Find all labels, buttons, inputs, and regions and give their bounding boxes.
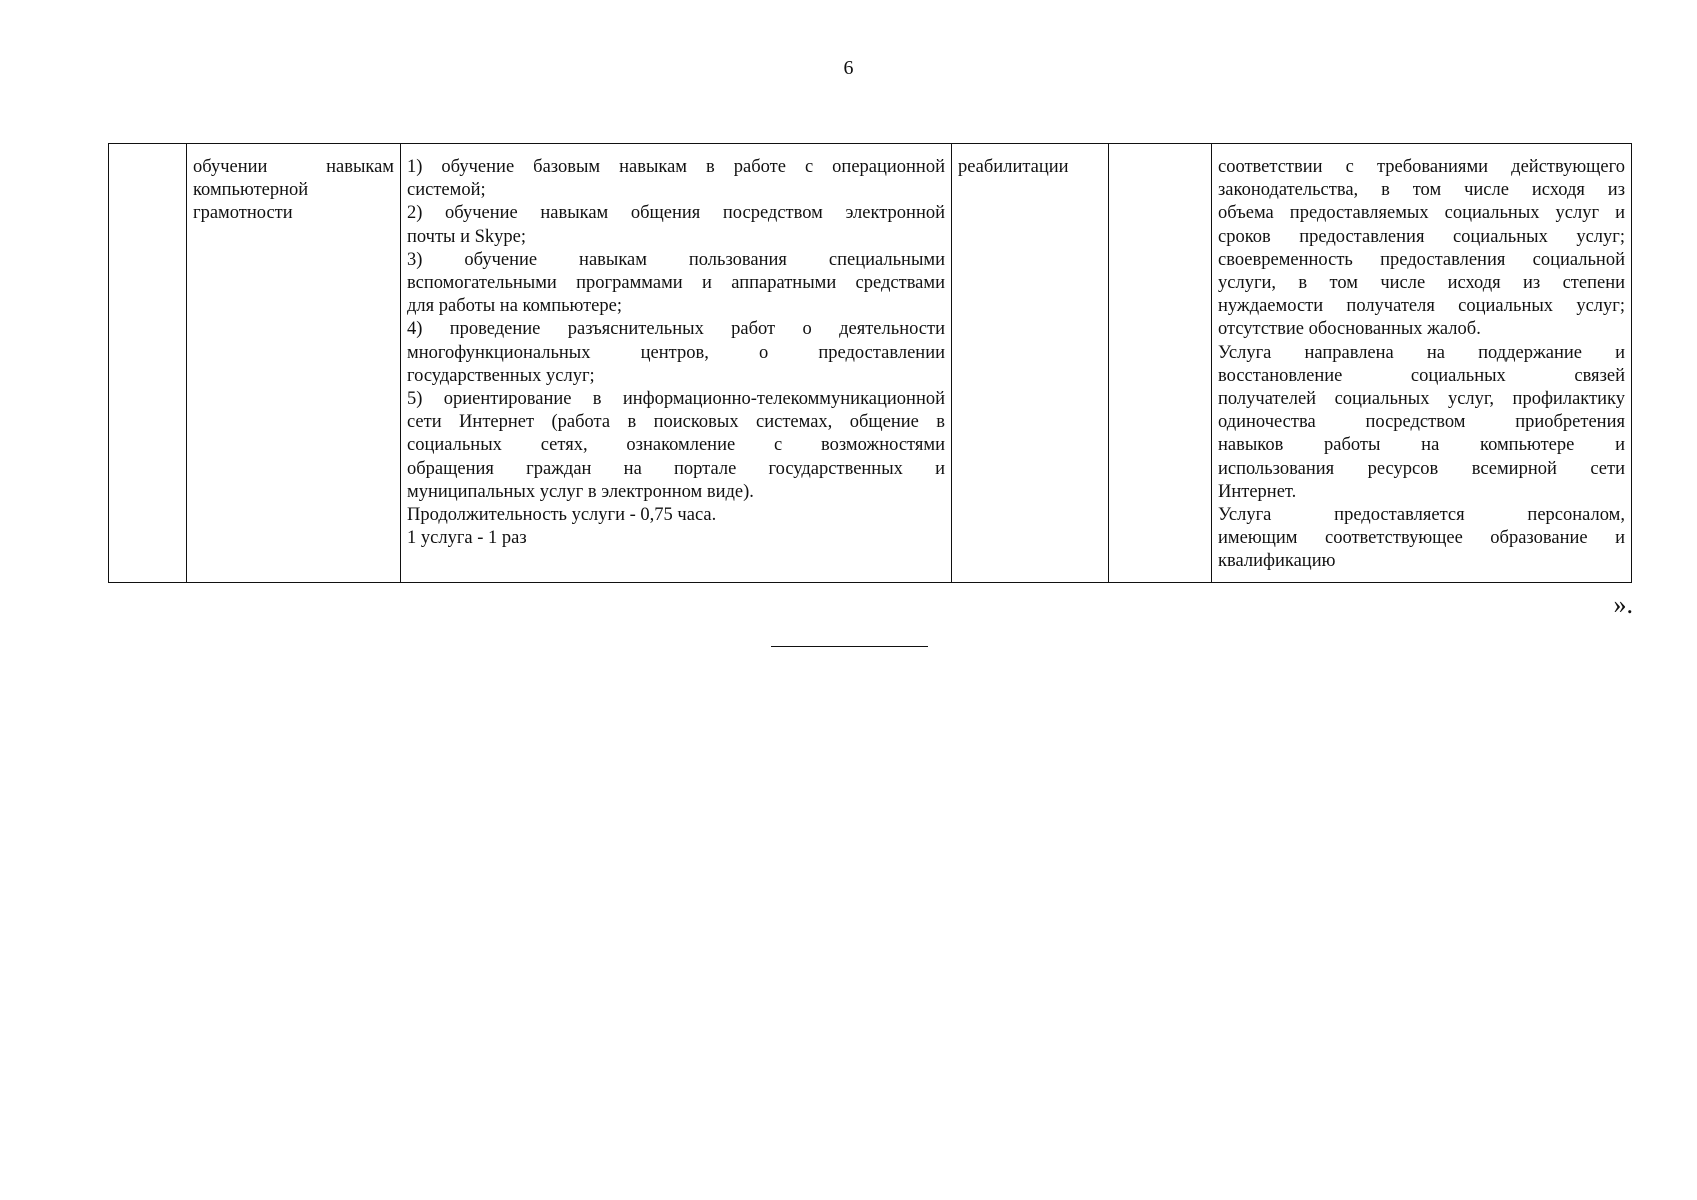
cell-service-name [187,144,401,583]
service-table [108,143,1632,583]
text-line: Услуга направлена на поддержание и [1218,342,1625,363]
text-line: восстановление социальных связей [1218,365,1625,386]
text-line: нуждаемости получателя социальных услуг; [1218,296,1625,317]
table-row [109,144,1632,583]
cell-service-type: реабилитации [952,144,1109,583]
text-line: муниципальных услуг в электронном виде). [407,481,754,502]
text-line: социальных сетях, ознакомление с возможностями [407,435,945,456]
text-line: отсутствие обоснованных жалоб. [1218,319,1481,340]
text-line: 3) обучение навыкам пользования специальными [407,249,945,270]
text-line: компьютерной [193,180,309,201]
text-line: своевременность предоставления социальной [1218,249,1625,270]
text-line: системой; [407,180,486,201]
text-line: 5) ориентирование в информационно-телекоммуникационной [407,389,945,410]
cell-number [109,144,187,583]
text-line: 4) проведение разъяснительных работ о деятельности [407,319,945,340]
text-line: Услуга предоставляется персоналом, [1218,505,1625,526]
text-line: 2) обучение навыкам общения посредством электронной [407,203,945,224]
text-line: многофункциональных центров, о предоставлении [407,342,945,363]
closing-quote-mark: ». [1613,590,1633,619]
text-line: сроков предоставления социальных услуг; [1218,226,1625,247]
text-line: соответствии с требованиями действующего [1218,157,1625,177]
text-line: почты и Skype; [407,226,527,247]
text-line: обучении навыкам [193,157,394,177]
cell-service-description [401,144,952,583]
text-line: имеющим соответствующее образование и [1218,528,1625,549]
text-line: сети Интернет (работа в поисковых системах, общение в [407,412,945,433]
text-line: услуги, в том числе исходя из степени [1218,273,1625,294]
text-line: для работы на компьютере; [407,296,622,317]
text-line: квалификацию [1218,551,1336,572]
text-line: использования ресурсов всемирной сети [1218,458,1625,479]
text-line: получателей социальных услуг, профилактику [1218,389,1625,410]
text-line: вспомогательными программами и аппаратными средствами [407,273,945,294]
text-line: 1) обучение базовым навыкам в работе с операционной [407,157,945,177]
cell-empty [1109,144,1212,583]
text-line: Продолжительность услуги - 0,75 часа. [407,505,717,526]
text-line: одиночества посредством приобретения [1218,412,1625,433]
text-line: грамотности [193,203,293,224]
text-line: законодательства, в том числе исходя из [1218,180,1625,201]
end-divider-line [771,646,928,647]
text-line: государственных услуг; [407,365,595,386]
page-number: 6 [843,57,854,79]
text-line: 1 услуга - 1 раз [407,528,527,549]
cell-quality-criteria [1212,144,1632,583]
text-line: навыков работы на компьютере и [1218,435,1625,456]
text-line: объема предоставляемых социальных услуг и [1218,203,1625,224]
text-line: обращения граждан на портале государственных и [407,458,945,479]
text-line: Интернет. [1218,481,1297,502]
